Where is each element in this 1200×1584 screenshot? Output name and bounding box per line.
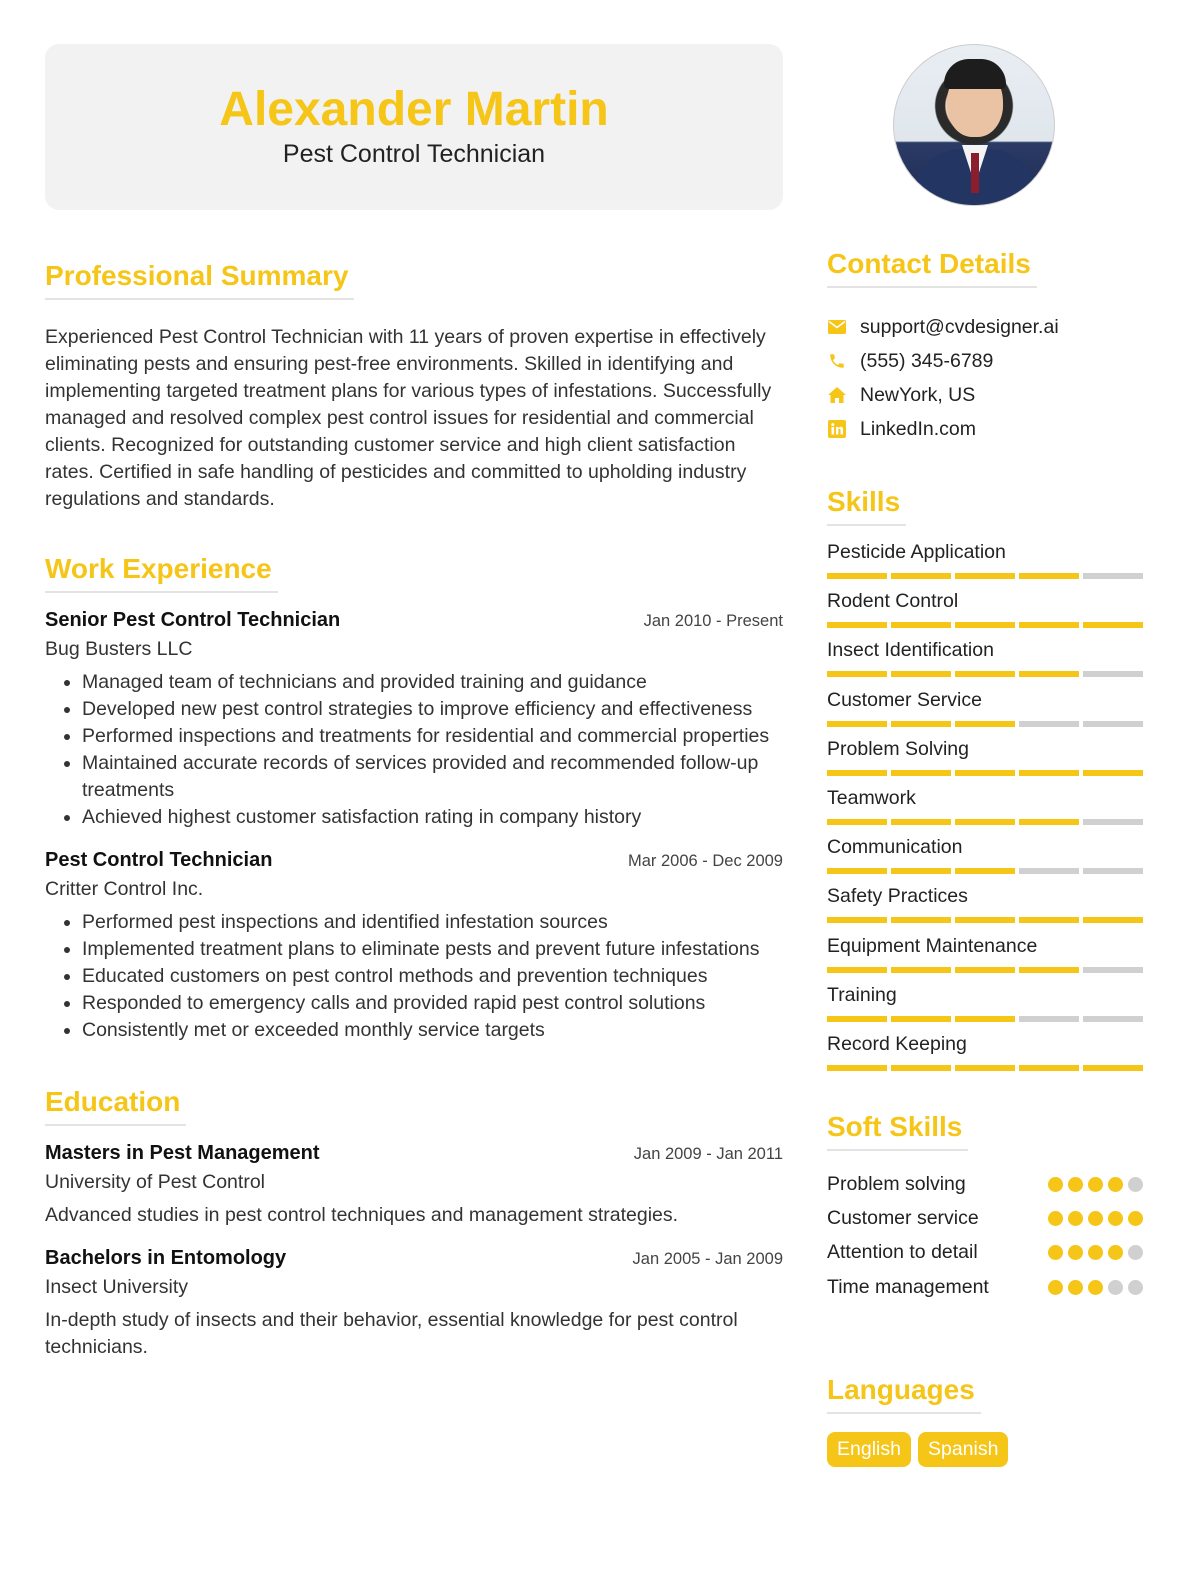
skill-level-segment bbox=[827, 868, 887, 874]
skill-level-segment bbox=[827, 819, 887, 825]
skill-level-segment bbox=[1019, 819, 1079, 825]
skill-level-bars bbox=[827, 967, 1143, 973]
job-bullet: • Implemented treatment plans to eliminate pests and prevent future infestations bbox=[82, 936, 783, 963]
soft-skill-item bbox=[827, 1167, 1143, 1201]
skill-item bbox=[827, 1032, 1143, 1081]
soft-skill-name: Time management bbox=[827, 1275, 989, 1298]
skill-level-bars bbox=[827, 573, 1143, 579]
skill-item bbox=[827, 884, 1143, 933]
soft-skill-name: Customer service bbox=[827, 1207, 979, 1229]
skill-name: Pesticide Application bbox=[827, 541, 1006, 563]
skill-level-segment bbox=[955, 819, 1015, 825]
skill-level-segment bbox=[891, 868, 951, 874]
rating-dot bbox=[1108, 1211, 1123, 1226]
contact-heading: Contact Details bbox=[827, 248, 1037, 288]
job-bullet: • Achieved highest customer satisfaction rating in company history bbox=[82, 804, 783, 831]
soft-skill-name: Problem solving bbox=[827, 1172, 966, 1195]
skill-level-segment bbox=[827, 721, 887, 727]
soft-skill-item bbox=[827, 1236, 1143, 1270]
skill-level-segment bbox=[955, 573, 1015, 579]
skill-name: Record Keeping bbox=[827, 1032, 967, 1055]
contact-email-text: support@cvdesigner.ai bbox=[860, 315, 1059, 338]
job-bullet: • Consistently met or exceeded monthly service targets bbox=[82, 1017, 783, 1044]
rating-dot bbox=[1068, 1245, 1083, 1260]
rating-dot bbox=[1088, 1245, 1103, 1260]
education-date: Jan 2005 - Jan 2009 bbox=[632, 1250, 783, 1268]
job-bullet: • Maintained accurate records of services provided and recommended follow-up treatments bbox=[82, 750, 783, 804]
skill-name: Rodent Control bbox=[827, 590, 959, 613]
skill-level-segment bbox=[1019, 770, 1079, 776]
home-icon bbox=[827, 385, 847, 405]
rating-dot bbox=[1128, 1177, 1143, 1192]
skill-level-segment bbox=[1083, 622, 1143, 628]
rating-dot bbox=[1048, 1280, 1063, 1295]
skill-level-bars bbox=[827, 721, 1143, 727]
skill-level-segment bbox=[1083, 868, 1143, 874]
skill-level-segment bbox=[1019, 1065, 1079, 1071]
skill-level-segment bbox=[827, 967, 887, 973]
summary-heading: Professional Summary bbox=[45, 260, 354, 300]
skill-level-segment bbox=[1083, 1065, 1143, 1071]
skill-level-segment bbox=[955, 671, 1015, 677]
contact-list bbox=[827, 310, 1143, 446]
job-bullets bbox=[45, 669, 783, 831]
skill-level-segment bbox=[1083, 671, 1143, 677]
linkedin-icon bbox=[827, 419, 847, 439]
job-date: Jan 2010 - Present bbox=[643, 612, 783, 630]
job-company: Critter Control Inc. bbox=[45, 878, 204, 900]
profile-photo bbox=[893, 44, 1055, 206]
summary-text: Experienced Pest Control Technician with 11 years of proven expertise in effectively eliminating pests and ensuring pest-free environments. Skilled in identifying and implementing targeted treatment plans for various types of infestations. Successfully managed and resolved complex pest control issues for residential and commercial clients. Recognized for outstanding customer service and high client satisfaction rates. Certified in safe handling of pesticides and committed to upholding industry regulations and standards. bbox=[45, 326, 772, 510]
skill-level-segment bbox=[955, 967, 1015, 973]
job-role: Pest Control Technician bbox=[45, 849, 273, 871]
skill-level-segment bbox=[891, 1065, 951, 1071]
rating-dot bbox=[1068, 1211, 1083, 1226]
skill-level-segment bbox=[955, 721, 1015, 727]
skills-heading: Skills bbox=[827, 486, 906, 526]
language-tag: Spanish bbox=[918, 1432, 1008, 1467]
skill-level-bars bbox=[827, 917, 1143, 923]
degree: Bachelors in Entomology bbox=[45, 1247, 287, 1269]
job-entry bbox=[45, 849, 783, 1044]
skill-name: Customer Service bbox=[827, 688, 982, 711]
contact-linkedin-text: LinkedIn.com bbox=[860, 417, 976, 440]
rating-dot bbox=[1128, 1245, 1143, 1260]
skill-level-segment bbox=[1083, 967, 1143, 973]
skill-item bbox=[827, 835, 1143, 884]
rating-dot bbox=[1048, 1177, 1063, 1192]
rating-dot bbox=[1088, 1177, 1103, 1192]
education-heading: Education bbox=[45, 1086, 186, 1126]
phone-icon bbox=[827, 351, 847, 371]
work-heading: Work Experience bbox=[45, 553, 278, 593]
skill-name: Teamwork bbox=[827, 786, 916, 809]
skill-level-segment bbox=[1019, 721, 1079, 727]
contact-location bbox=[827, 378, 1143, 412]
skill-level-bars bbox=[827, 868, 1143, 874]
skill-level-segment bbox=[827, 573, 887, 579]
rating-dot bbox=[1048, 1245, 1063, 1260]
skill-item bbox=[827, 589, 1143, 638]
job-company: Bug Busters LLC bbox=[45, 638, 193, 660]
rating-dot bbox=[1128, 1211, 1143, 1226]
skill-name: Communication bbox=[827, 836, 963, 859]
skill-level-bars bbox=[827, 671, 1143, 677]
skill-level-segment bbox=[955, 770, 1015, 776]
skills-list bbox=[827, 540, 1143, 1081]
rating-dot bbox=[1068, 1280, 1083, 1295]
education-date: Jan 2009 - Jan 2011 bbox=[633, 1145, 783, 1163]
envelope-icon bbox=[827, 317, 847, 337]
candidate-title: Pest Control Technician bbox=[282, 140, 546, 168]
skill-item bbox=[827, 688, 1143, 737]
skill-level-bars bbox=[827, 1065, 1143, 1071]
job-date: Mar 2006 - Dec 2009 bbox=[627, 852, 783, 870]
education-desc: In-depth study of insects and their behavior, essential knowledge for pest control technicians. bbox=[45, 1309, 738, 1358]
skill-level-segment bbox=[1019, 671, 1079, 677]
soft-skills-heading: Soft Skills bbox=[827, 1111, 968, 1151]
job-bullet: • Developed new pest control strategies to improve efficiency and effectiveness bbox=[82, 696, 783, 723]
contact-phone-text: (555) 345-6789 bbox=[860, 349, 994, 372]
job-bullets bbox=[45, 909, 783, 1044]
skill-level-segment bbox=[955, 868, 1015, 874]
soft-skill-item bbox=[827, 1270, 1143, 1304]
education-list bbox=[45, 1142, 783, 1361]
skill-level-segment bbox=[1019, 1016, 1079, 1022]
skill-level-segment bbox=[891, 721, 951, 727]
job-bullet: • Responded to emergency calls and provided rapid pest control solutions bbox=[82, 990, 783, 1017]
skill-level-segment bbox=[891, 1016, 951, 1022]
rating-dot bbox=[1128, 1280, 1143, 1295]
job-entry bbox=[45, 609, 783, 831]
skill-level-segment bbox=[891, 770, 951, 776]
skill-name: Safety Practices bbox=[827, 885, 968, 908]
skill-level-segment bbox=[827, 770, 887, 776]
soft-skill-rating bbox=[1048, 1280, 1143, 1295]
school: Insect University bbox=[45, 1276, 189, 1298]
rating-dot bbox=[1068, 1177, 1083, 1192]
soft-skill-rating bbox=[1048, 1177, 1143, 1192]
school: University of Pest Control bbox=[45, 1171, 265, 1193]
rating-dot bbox=[1088, 1211, 1103, 1226]
skill-level-segment bbox=[1019, 868, 1079, 874]
soft-skills-list bbox=[827, 1167, 1143, 1304]
skill-item bbox=[827, 786, 1143, 835]
skill-level-bars bbox=[827, 770, 1143, 776]
skill-item bbox=[827, 737, 1143, 786]
skill-level-segment bbox=[1019, 967, 1079, 973]
skill-level-segment bbox=[1083, 721, 1143, 727]
work-list bbox=[45, 609, 783, 1044]
skill-level-segment bbox=[827, 622, 887, 628]
skill-level-bars bbox=[827, 819, 1143, 825]
skill-level-segment bbox=[891, 671, 951, 677]
skill-name: Problem Solving bbox=[827, 737, 969, 760]
sidebar bbox=[827, 44, 1143, 1467]
skill-level-segment bbox=[891, 573, 951, 579]
skill-level-segment bbox=[1019, 622, 1079, 628]
skill-level-segment bbox=[1083, 770, 1143, 776]
skill-level-segment bbox=[891, 622, 951, 628]
contact-location-text: NewYork, US bbox=[860, 383, 976, 406]
skill-level-segment bbox=[827, 1016, 887, 1022]
contact-email[interactable] bbox=[827, 310, 1143, 344]
languages-list bbox=[827, 1432, 1143, 1467]
skill-level-segment bbox=[1083, 1016, 1143, 1022]
contact-phone[interactable] bbox=[827, 344, 1143, 378]
skill-level-bars bbox=[827, 1016, 1143, 1022]
skill-level-segment bbox=[827, 1065, 887, 1071]
rating-dot bbox=[1088, 1280, 1103, 1295]
soft-skill-item bbox=[827, 1201, 1143, 1235]
job-bullet: • Managed team of technicians and provided training and guidance bbox=[82, 669, 783, 696]
skill-level-segment bbox=[891, 967, 951, 973]
skill-level-segment bbox=[1083, 573, 1143, 579]
degree: Masters in Pest Management bbox=[45, 1142, 320, 1164]
rating-dot bbox=[1108, 1177, 1123, 1192]
soft-skill-rating bbox=[1048, 1211, 1143, 1226]
main-column bbox=[45, 44, 783, 1361]
languages-heading: Languages bbox=[827, 1374, 981, 1414]
skill-name: Training bbox=[827, 983, 897, 1006]
job-role: Senior Pest Control Technician bbox=[45, 609, 341, 631]
job-bullet: • Performed inspections and treatments for residential and commercial properties bbox=[82, 723, 783, 750]
job-bullet: • Educated customers on pest control methods and prevention techniques bbox=[82, 963, 783, 990]
soft-skill-name: Attention to detail bbox=[827, 1241, 978, 1264]
skill-item bbox=[827, 983, 1143, 1032]
skill-level-segment bbox=[827, 917, 887, 923]
skill-level-segment bbox=[827, 671, 887, 677]
soft-skill-rating bbox=[1048, 1245, 1143, 1260]
education-entry bbox=[45, 1247, 783, 1361]
skill-level-segment bbox=[955, 1065, 1015, 1071]
skill-level-segment bbox=[891, 917, 951, 923]
candidate-name: Alexander Martin bbox=[219, 83, 609, 136]
skill-name: Insect Identification bbox=[827, 639, 994, 662]
skill-level-segment bbox=[1019, 573, 1079, 579]
education-desc: Advanced studies in pest control techniques and management strategies. bbox=[45, 1204, 679, 1226]
skill-level-segment bbox=[955, 1016, 1015, 1022]
header-card bbox=[45, 44, 783, 210]
skill-level-segment bbox=[955, 622, 1015, 628]
skill-item bbox=[827, 638, 1143, 687]
skill-item bbox=[827, 934, 1143, 983]
skill-level-segment bbox=[1083, 917, 1143, 923]
education-entry bbox=[45, 1142, 783, 1229]
skill-level-segment bbox=[891, 819, 951, 825]
language-tag: English bbox=[827, 1432, 911, 1467]
rating-dot bbox=[1108, 1245, 1123, 1260]
skill-level-segment bbox=[1019, 917, 1079, 923]
rating-dot bbox=[1048, 1211, 1063, 1226]
skill-item bbox=[827, 540, 1143, 589]
skill-level-segment bbox=[1083, 819, 1143, 825]
rating-dot bbox=[1108, 1280, 1123, 1295]
skill-level-segment bbox=[955, 917, 1015, 923]
skill-level-bars bbox=[827, 622, 1143, 628]
job-bullet: • Performed pest inspections and identified infestation sources bbox=[82, 909, 783, 936]
contact-linkedin[interactable] bbox=[827, 412, 1143, 446]
skill-name: Equipment Maintenance bbox=[827, 934, 1038, 957]
